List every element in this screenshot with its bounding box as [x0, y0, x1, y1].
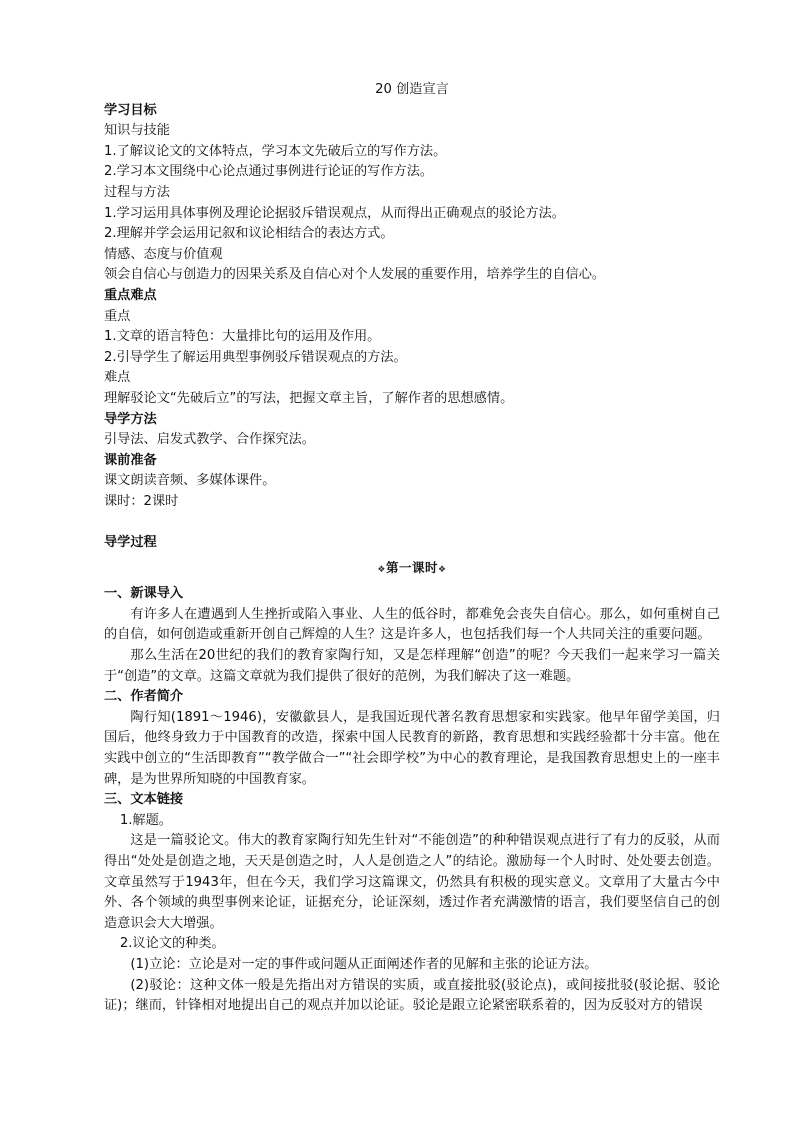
process-item-2: 2.理解并学会运用记叙和议论相结合的表达方式。: [104, 226, 394, 242]
prep-text: 课文朗读音频、多媒体课件。: [104, 473, 276, 489]
knowledge-item-1: 1.了解议论文的文体特点，学习本文先破后立的写作方法。: [104, 143, 447, 159]
document-page: [104, 80, 720, 1017]
section3-sub2: 2.议论文的种类。: [119, 936, 225, 952]
section3-sub1: 1.解题。: [119, 812, 172, 828]
process-method-heading: 过程与方法: [104, 184, 170, 200]
prep-hours: 课时：2课时: [104, 493, 179, 509]
section1-paragraph-2: 那么生活在20世纪的我们的教育家陶行知，又是怎样理解“创造”的呢？今天我们一起来学习一篇关于“创造”的文章。这篇文章就为我们提供了很好的范例，为我们解决了这一难题。: [104, 648, 720, 684]
section2-heading: 二、作者简介: [104, 689, 184, 705]
method-heading: 导学方法: [104, 411, 157, 427]
ornament-left-icon: ❖: [377, 564, 386, 575]
keypoints-heading: 重点难点: [104, 287, 157, 303]
method-text: 引导法、启发式教学、合作探究法。: [104, 432, 315, 448]
spacer: [104, 512, 720, 533]
emotion-heading: 情感、态度与价值观: [104, 246, 223, 262]
ornament-right-icon: ❖: [438, 564, 447, 575]
lesson-banner-text: 第一课时: [385, 559, 438, 575]
section1-paragraph-1: 有许多人在遭遇到人生挫折或陷入事业、人生的低谷时，都难免会丧失自信心。那么，如何重树自己的自信，如何创造或重新开创自己辉煌的人生？这是许多人，也包括我们每一个人共同关注的重要问题。: [104, 606, 720, 643]
page-title: 20 创造宣言: [375, 82, 449, 97]
process-item-1: 1.学习运用具体事例及理论论据驳斥错误观点，从而得出正确观点的驳论方法。: [104, 205, 565, 221]
process-heading: 导学过程: [104, 535, 157, 551]
knowledge-heading: 知识与技能: [104, 123, 170, 139]
key-heading: 重点: [104, 308, 131, 324]
emotion-text: 领会自信心与创造力的因果关系及自信心对个人发展的重要作用，培养学生的自信心。: [104, 267, 606, 283]
knowledge-item-2: 2.学习本文围绕中心论点通过事例进行论证的写作方法。: [104, 164, 434, 180]
section3-paragraph-1: 这是一篇驳论文。伟大的教育家陶行知先生针对“不能创造”的种种错误观点进行了有力的反驳，从而得出“处处是创造之地，天天是创造之时，人人是创造之人”的结论。激励每一个人时时、处处要去创造。文章虽然写于1943年，但在今天，我们学习这篇课文，仍然具有积极的现实意义。文章用了大量古今中外、各个领域的典型事例来论证，证据充分，论证深刻，透过作者充满激情的语言，我们要坚信自己的创造意识会大大增强。: [104, 833, 720, 931]
section3-paragraph-3: (2)驳论：这种文体一般是先指出对方错误的实质，或直接批驳(驳论点)，或间接批驳(驳论据、驳论证)；继而，针锋相对地提出自己的观点并加以论证。驳论是跟立论紧密联系着的，因为反驳对方的错误: [104, 977, 720, 1014]
section2-paragraph-1: 陶行知(1891～1946)，安徽歙县人，是我国近现代著名教育思想家和实践家。他早年留学美国，归国后，他终身致力于中国教育的改造，探索中国人民教育的新路，教育思想和实践经验都十分丰富。他在实践中创立的“生活即教育”“教学做合一”“社会即学校”为中心的教育理论，是我国教育思想史上的一座丰碑，是为世界所知晓的中国教育家。: [104, 709, 720, 787]
key-item-2: 2.引导学生了解运用典型事例驳斥错误观点的方法。: [104, 349, 407, 365]
key-item-1: 1.文章的语言特色：大量排比句的运用及作用。: [104, 329, 381, 345]
section3-paragraph-2: (1)立论：立论是对一定的事件或问题从正面阐述作者的见解和主张的论证方法。: [130, 956, 598, 972]
objectives-heading: 学习目标: [104, 102, 157, 118]
difficult-text: 理解驳论文“先破后立”的写法，把握文章主旨，了解作者的思想感情。: [104, 390, 514, 406]
difficult-heading: 难点: [104, 370, 131, 386]
section1-heading: 一、新课导入: [104, 586, 184, 602]
prep-heading: 课前准备: [104, 452, 157, 468]
section3-heading: 三、文本链接: [104, 792, 184, 808]
lesson-banner: [104, 558, 720, 581]
